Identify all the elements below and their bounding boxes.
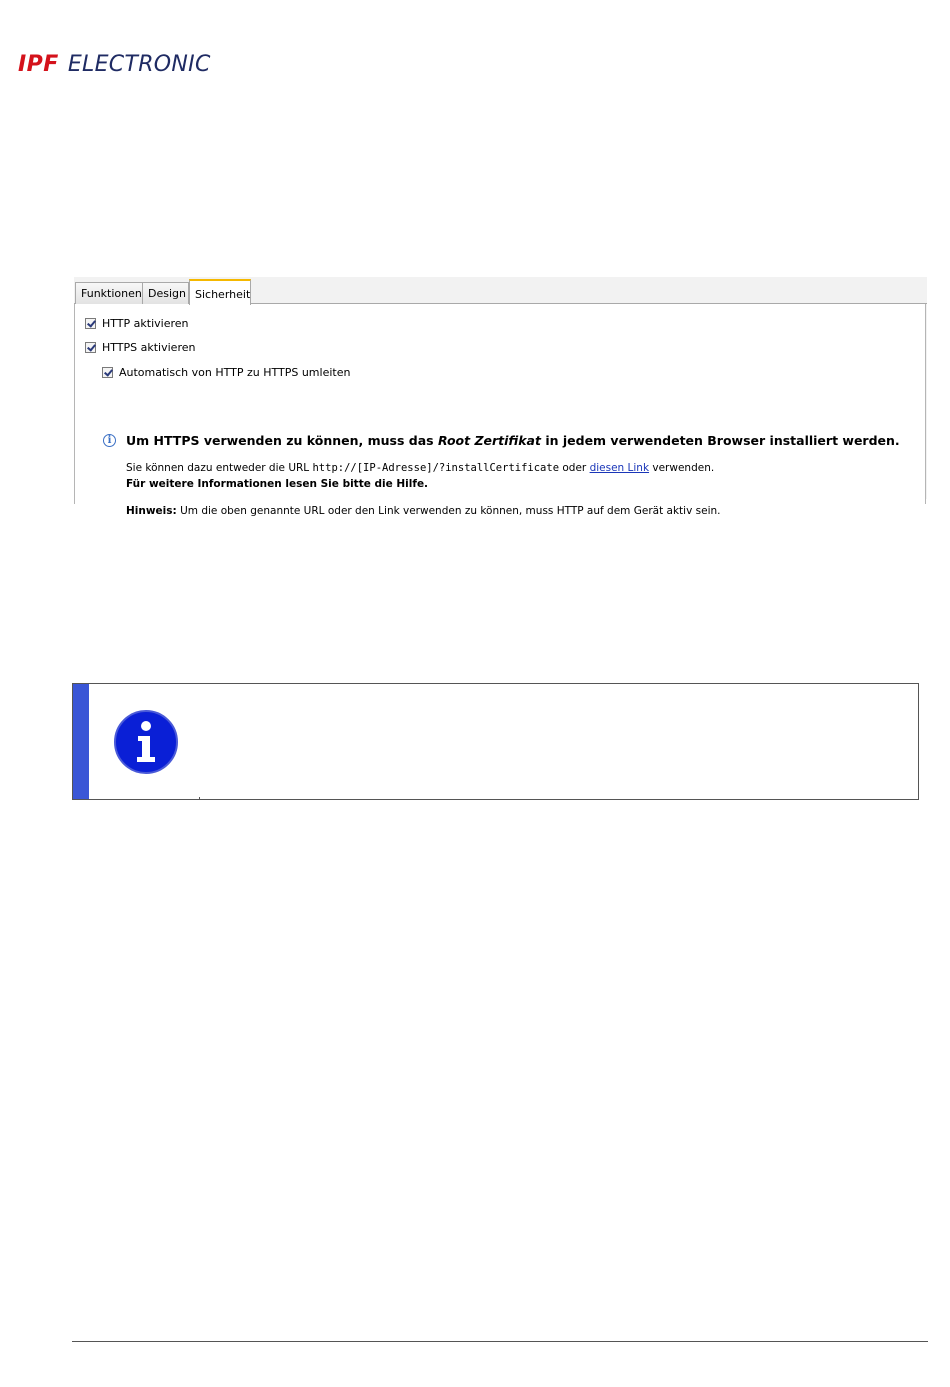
instruction-post: verwenden. [649, 462, 715, 474]
instruction-pre: Sie können dazu entweder die URL [126, 462, 313, 474]
headline-italic: Root Zertifikat [437, 433, 541, 448]
http-enable-row[interactable] [85, 317, 188, 330]
hint-label: Hinweis: [126, 505, 177, 517]
info-icon: i [103, 434, 116, 447]
tab-sicherheit[interactable]: Sicherheit [189, 279, 251, 305]
tab-design[interactable]: Design [142, 282, 189, 304]
http-hint [126, 505, 720, 517]
http-enable-label: HTTP aktivieren [102, 317, 189, 330]
https-enable-row[interactable] [85, 341, 195, 354]
redirect-label: Automatisch von HTTP zu HTTPS umleiten [119, 366, 351, 379]
certificate-link[interactable]: diesen Link [589, 462, 650, 474]
headline-pre: Um HTTPS verwenden zu können, muss das [126, 433, 438, 448]
tab-bar [74, 277, 927, 304]
instruction-mid: oder [559, 462, 590, 474]
info-icon [113, 709, 179, 775]
certificate-instruction [126, 462, 714, 474]
info-box [72, 683, 919, 800]
https-notice-headline [126, 433, 900, 448]
tab-content [74, 304, 926, 517]
hint-text: Um die oben genannte URL oder den Link verwenden zu können, muss HTTP auf dem Gerät aktiv sein. [176, 505, 721, 517]
logo-ipf-text: IPF [18, 52, 59, 77]
headline-post: in jedem verwendeten Browser installiert werden. [540, 433, 900, 448]
http-enable-checkbox[interactable] [85, 318, 96, 329]
redirect-checkbox[interactable] [102, 367, 113, 378]
footer-divider [72, 1341, 928, 1342]
redirect-row[interactable] [102, 366, 350, 379]
help-hint: Für weitere Informationen lesen Sie bitte die Hilfe. [126, 478, 429, 490]
https-enable-checkbox[interactable] [85, 342, 96, 353]
company-logo [18, 52, 211, 77]
info-box-accent-bar [73, 684, 89, 799]
security-settings-panel [74, 277, 927, 517]
logo-electronic-text: ELECTRONIC [67, 52, 211, 77]
https-enable-label: HTTPS aktivieren [102, 341, 196, 354]
info-box-divider-tick [199, 797, 200, 800]
tab-funktionen[interactable]: Funktionen [75, 282, 143, 304]
certificate-url: http://[IP-Adresse]/?installCertificate [312, 462, 560, 474]
